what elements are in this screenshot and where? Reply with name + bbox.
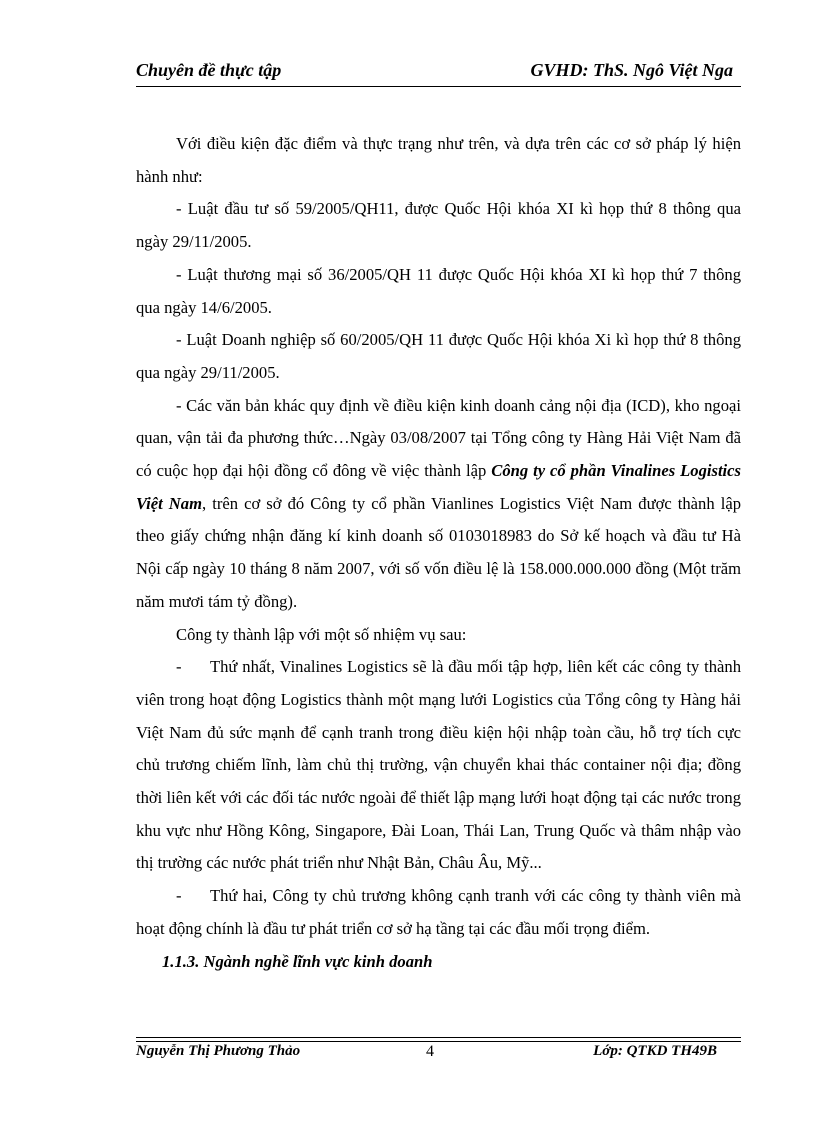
- page-number: 4: [426, 1043, 434, 1060]
- page-body: [136, 128, 741, 978]
- task-second: [136, 880, 741, 945]
- paragraph-other-documents-text: - Các văn bản khác quy định về điều kiện kinh doanh cảng nội địa (ICD), kho ngoại quan, vận tải đa phương thức…Ngày 03/08/2007 tại Tổng công ty Hàng Hải Việt Nam đã có cuộc họp đại hội đồng cổ đông về việc thành lập: [136, 395, 741, 481]
- page-footer: [136, 1043, 741, 1067]
- header-title: Chuyên đề thực tập: [136, 60, 282, 80]
- list-dash: -: [176, 657, 182, 677]
- footer-class: Lớp: QTKD TH49B: [593, 1043, 717, 1059]
- section-heading: 1.1.3. Ngành nghề lĩnh vực kinh doanh: [162, 951, 433, 971]
- paragraph-law-commerce: - Luật thương mại số 36/2005/QH 11 được Quốc Hội khóa XI kì họp thứ 7 thông qua ngày 14/6/2005.: [136, 264, 741, 317]
- footer-rule-double: [136, 1041, 741, 1042]
- page-header: [136, 60, 741, 88]
- header-rule: [136, 86, 741, 87]
- company-name: Công ty cổ phần Vinalines Logistics Việt Nam: [136, 461, 741, 513]
- task-first-text: Thứ nhất, Vinalines Logistics sẽ là đầu mối tập hợp, liên kết các công ty thành viên trong hoạt động Logistics thành một mạng lưới Logistics của Tổng công ty Hàng hải Việt Nam đủ sức mạnh để cạnh tranh trong điều kiện hội nhập toàn cầu, hỗ trợ tích cực chủ trương chiếm lĩnh, làm chủ thị trường, vận chuyển khai thác container nội địa; đồng thời liên kết với các đối tác nước ngoài để thiết lập mạng lưới hoạt động tại các nước trong khu vực như Hồng Kông, Singapore, Đài Loan, Thái Lan, Trung Quốc và thâm nhập vào thị trường các nước phát triển như Nhật Bản, Châu Âu, Mỹ...: [136, 657, 741, 873]
- paragraph-establishment-text: , trên cơ sở đó Công ty cổ phần Vianlines Logistics Việt Nam được thành lập theo giấy chứng nhận đăng kí kinh doanh số 0103018983 do Sở kế hoạch và đầu tư Hà Nội cấp ngày 10 tháng 8 năm 2007, với số vốn điều lệ là 158.000.000.000 đồng (Một trăm năm mươi tám tỷ đồng).: [136, 493, 741, 611]
- paragraph-intro: Với điều kiện đặc điểm và thực trạng như trên, và dựa trên các cơ sở pháp lý hiện hành như:: [136, 134, 741, 186]
- paragraph-law-investment: - Luật đầu tư số 59/2005/QH11, được Quốc Hội khóa XI kì họp thứ 8 thông qua ngày 29/11/2005.: [136, 199, 741, 252]
- header-advisor: GVHD: ThS. Ngô Việt Nga: [530, 60, 733, 80]
- task-first: [136, 651, 741, 880]
- paragraph-law-enterprise: - Luật Doanh nghiệp số 60/2005/QH 11 được Quốc Hội khóa Xi kì họp thứ 8 thông qua ngày 29/11/2005.: [136, 330, 741, 382]
- paragraph-other-documents: [136, 390, 741, 619]
- task-second-text: Thứ hai, Công ty chủ trương không cạnh tranh với các công ty thành viên mà hoạt động chính là đầu tư phát triển cơ sở hạ tầng tại các đầu mối trọng điểm.: [136, 886, 741, 938]
- paragraph-tasks-intro: Công ty thành lập với một số nhiệm vụ sau:: [176, 624, 467, 644]
- footer-author: Nguyễn Thị Phương Thảo: [136, 1043, 301, 1059]
- list-dash: -: [176, 886, 182, 906]
- footer-rule: [136, 1037, 741, 1038]
